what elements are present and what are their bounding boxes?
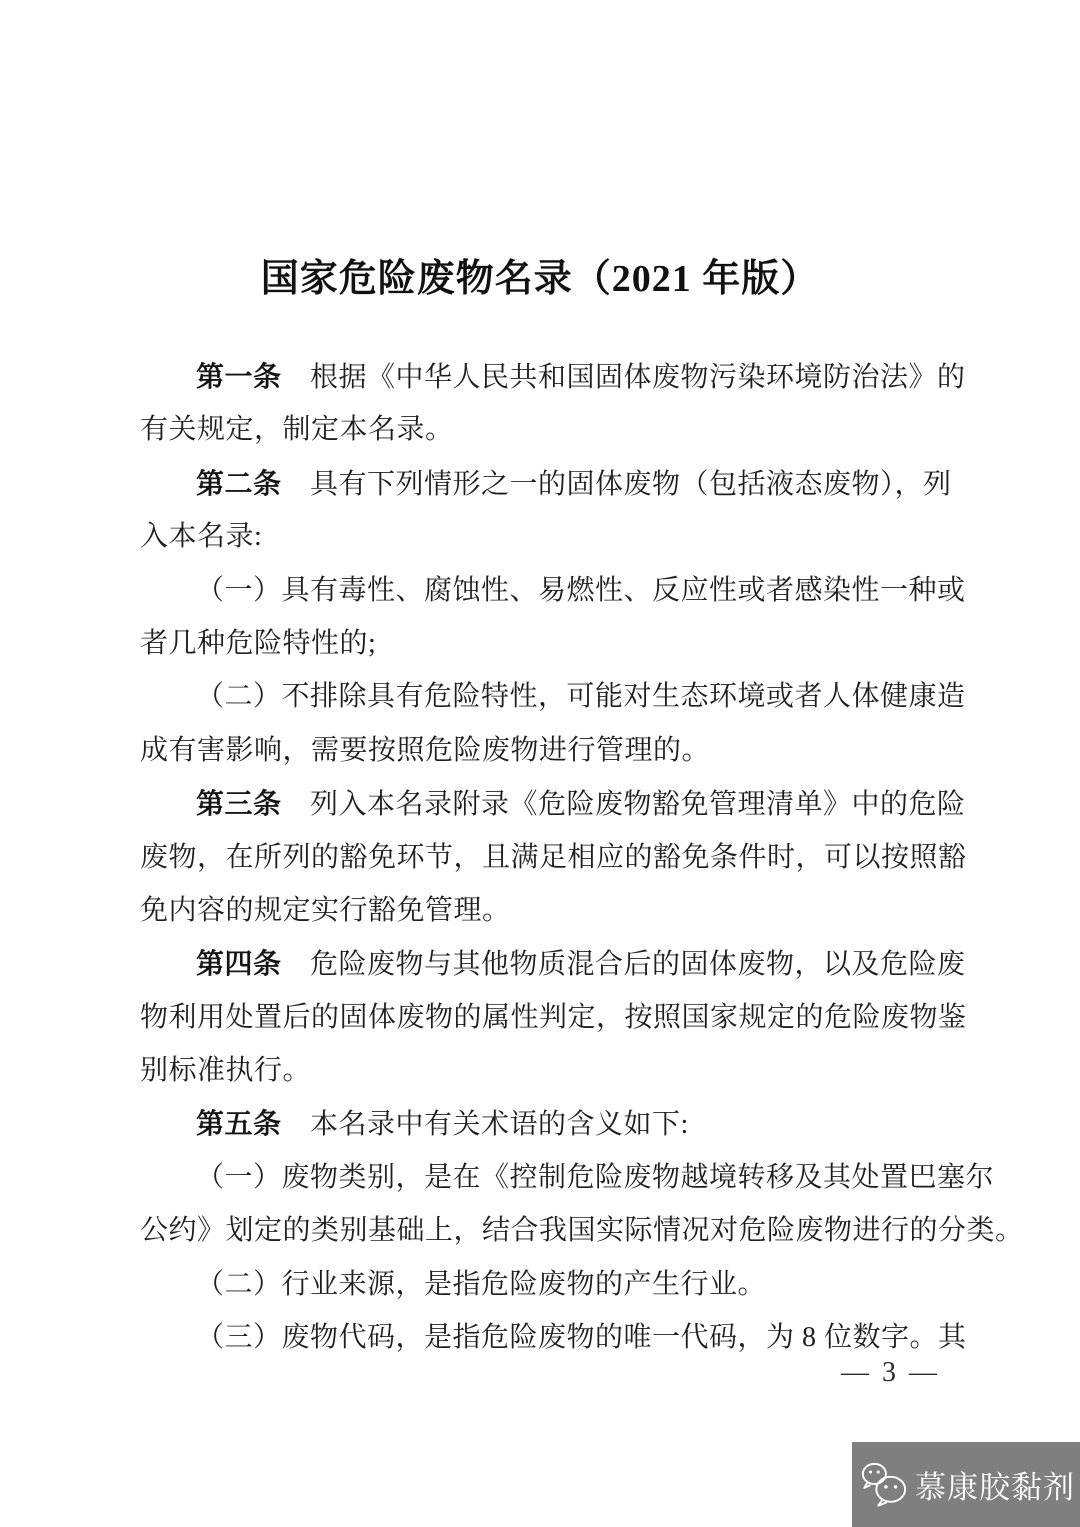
line-text: 别标准执行。 [140, 1055, 312, 1087]
document-line [140, 617, 940, 670]
line-text: （一）具有毒性、腐蚀性、易燃性、反应性或者感染性一种或 [196, 574, 966, 606]
document-line [140, 991, 967, 1044]
line-text: 本名录中有关术语的含义如下: [281, 1109, 689, 1141]
line-text: 危险废物与其他物质混合后的固体废物，以及危险废 [281, 949, 966, 981]
article-number-label: 第五条 [196, 1108, 282, 1140]
article-number-label: 第二条 [196, 467, 282, 499]
article-number-label: 第一条 [196, 361, 282, 392]
document-line [140, 1204, 1024, 1257]
document-line [140, 670, 966, 723]
document-line [140, 831, 967, 884]
line-text: （二）不排除具有危险特性，可能对生态环境或者人体健康造 [196, 681, 966, 713]
document-body [140, 350, 1024, 1364]
line-text: 根据《中华人民共和国固体废物污染环境防治法》的 [281, 362, 966, 393]
article-number-label: 第四条 [196, 948, 282, 980]
watermark-badge [852, 1442, 1080, 1527]
line-text: 者几种危险特性的; [140, 627, 377, 659]
line-text: 入本名录: [140, 521, 263, 553]
line-text: （一）废物类别，是在《控制危险废物越境转移及其处置巴塞尔 [196, 1161, 995, 1193]
line-text: （二）行业来源，是指危险废物的产生行业。 [196, 1268, 767, 1300]
line-text: 有关规定，制定本名录。 [140, 414, 454, 446]
document-line [140, 1044, 940, 1097]
document-line [140, 564, 966, 617]
line-text: 物利用处置后的固体废物的属性判定，按照国家规定的危险废物鉴 [140, 1001, 967, 1033]
page-number: — 3 — [841, 1357, 940, 1388]
line-text: 列入本名录附录《危险废物豁免管理清单》中的危险 [281, 789, 966, 821]
document-line [140, 724, 940, 777]
wechat-icon [860, 1461, 908, 1508]
document-line [140, 937, 966, 990]
document-line [140, 403, 940, 456]
line-text: 免内容的规定实行豁免管理。 [140, 894, 511, 926]
document-line [140, 350, 966, 403]
document-line [140, 457, 952, 510]
watermark-label: 慕康胶黏剂 [915, 1470, 1075, 1505]
line-text: 废物，在所列的豁免环节，且满足相应的豁免条件时，可以按照豁 [140, 841, 967, 873]
line-text: 成有害影响，需要按照危险废物进行管理的。 [140, 734, 711, 766]
document-line [140, 777, 966, 830]
document-line [140, 1151, 995, 1204]
article-number-label: 第三条 [196, 788, 282, 820]
document-line [140, 510, 940, 563]
line-text: （三）废物代码，是指危险废物的唯一代码，为 8 位数字。其 [196, 1322, 967, 1354]
document-line [140, 1258, 940, 1311]
document-title: 国家危险废物名录（2021 年版） [260, 258, 820, 300]
line-text: 具有下列情形之一的固体废物（包括液态废物），列 [281, 468, 952, 500]
document-line [140, 884, 940, 937]
document-line [140, 1097, 940, 1150]
line-text: 公约》划定的类别基础上，结合我国实际情况对危险废物进行的分类。 [140, 1215, 1024, 1247]
